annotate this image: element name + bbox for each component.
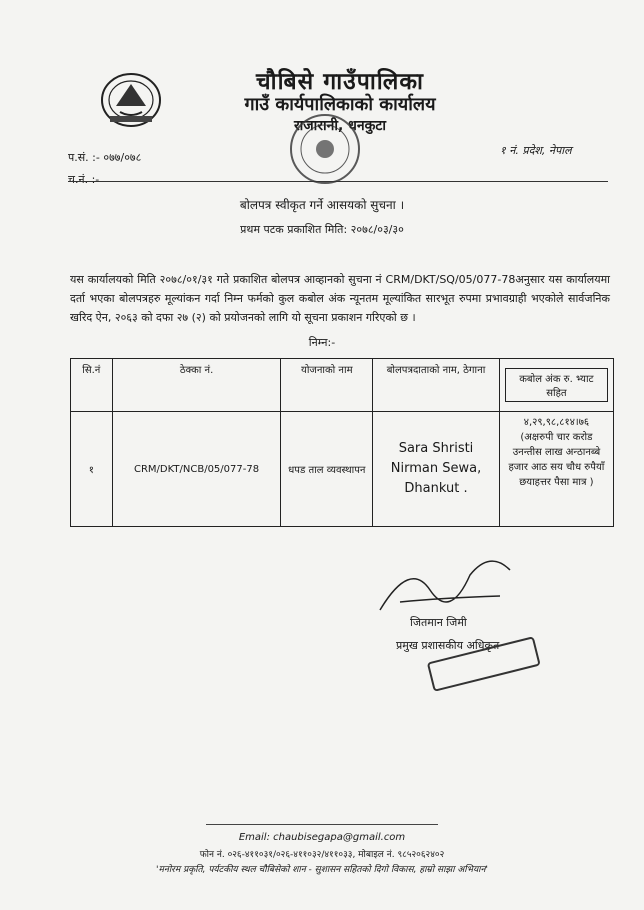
footer-motto: 'मनोरम प्रकृति, पर्यटकीय स्थल चौबिसेको शान - सुशासन सहितको दिगो विकास, हाम्रो साझा अभियान': [156, 865, 488, 875]
header-amount: [499, 359, 613, 412]
dispatch-number: च.नं. :-: [68, 173, 100, 186]
bid-table: [70, 358, 614, 527]
footer-divider: [206, 824, 438, 825]
amount-words: (अक्षरुपी चार करोड उनन्तीस लाख अन्ठानब्बे हजार आठ सय चौध रुपैयाँ छयाहत्तर पैसा मात्र ): [508, 432, 605, 488]
office-location: राजारानी, धनकुटा: [293, 118, 387, 134]
table-row: [71, 412, 614, 527]
header-plan: योजनाको नाम: [281, 359, 373, 412]
cell-amount: [499, 412, 613, 527]
cell-bidder: Sara Shristi Nirman Sewa, Dhankut .: [373, 412, 500, 527]
table-header-row: [71, 359, 614, 412]
notice-body: यस कार्यालयको मिति २०७८/०१/३१ गते प्रकाशित बोलपत्र आव्हानको सुचना नं CRM/DKT/SQ/05/077-78अनुसार यस कार्यालयमा दर्ता भएका बोलपत्रहरु मूल्यांकन गर्दा निम्न फर्मको कुल कबोल अंक न्यूनतम मूल्यांकित सारभूत रुपमा प्रभावग्राही भएकोले सार्वजनिक खरिद ऐन, २०६३ को दफा २७ (२) को प्रयोजनको लागि यो सूचना प्रकाशन गरिएको छ ।: [70, 273, 610, 324]
municipality-title: चौबिसे गाउँपालिका: [256, 69, 424, 95]
signer-name: जितमान जिमी: [410, 616, 467, 629]
amount-header-box: कबोल अंक रु. भ्याट सहित: [505, 368, 608, 402]
office-stamp-icon: [288, 112, 362, 186]
publish-date: प्रथम पटक प्रकाशित मिति: २०७८/०३/३०: [240, 223, 404, 236]
cell-contract-no: CRM/DKT/NCB/05/077-78: [112, 412, 281, 527]
cell-sn: १: [71, 412, 113, 527]
designation-seal-icon: [426, 636, 542, 694]
amount-figure: ४,२९,९८,८१४।७६: [523, 417, 590, 428]
header-sn: सि.नं: [71, 359, 113, 412]
letter-number: प.सं. :- ०७७/०७८: [68, 151, 142, 164]
cell-plan: धपड ताल व्यवस्थापन: [281, 412, 373, 527]
footer-phone: फोन नं. ०२६-४११०३१/०२६-४११०३२/४११०३३, मोबाइल नं. ९८५२०६२४०२: [199, 850, 445, 860]
header-contract-no: ठेक्का नं.: [112, 359, 281, 412]
province-label: १ नं. प्रदेश, नेपाल: [500, 144, 572, 157]
following-label: निम्न:-: [308, 336, 336, 349]
signer-designation: प्रमुख प्रशासकीय अधिकृत: [396, 639, 500, 652]
header-bidder: बोलपत्रदाताको नाम, ठेगाना: [373, 359, 500, 412]
header-divider: [68, 181, 608, 182]
footer-email: Email: chaubisegapa@gmail.com: [238, 832, 406, 843]
office-title: गाउँ कार्यपालिकाको कार्यालय: [244, 94, 436, 115]
notice-subject: बोलपत्र स्वीकृत गर्ने आसयको सुचना ।: [239, 198, 405, 212]
